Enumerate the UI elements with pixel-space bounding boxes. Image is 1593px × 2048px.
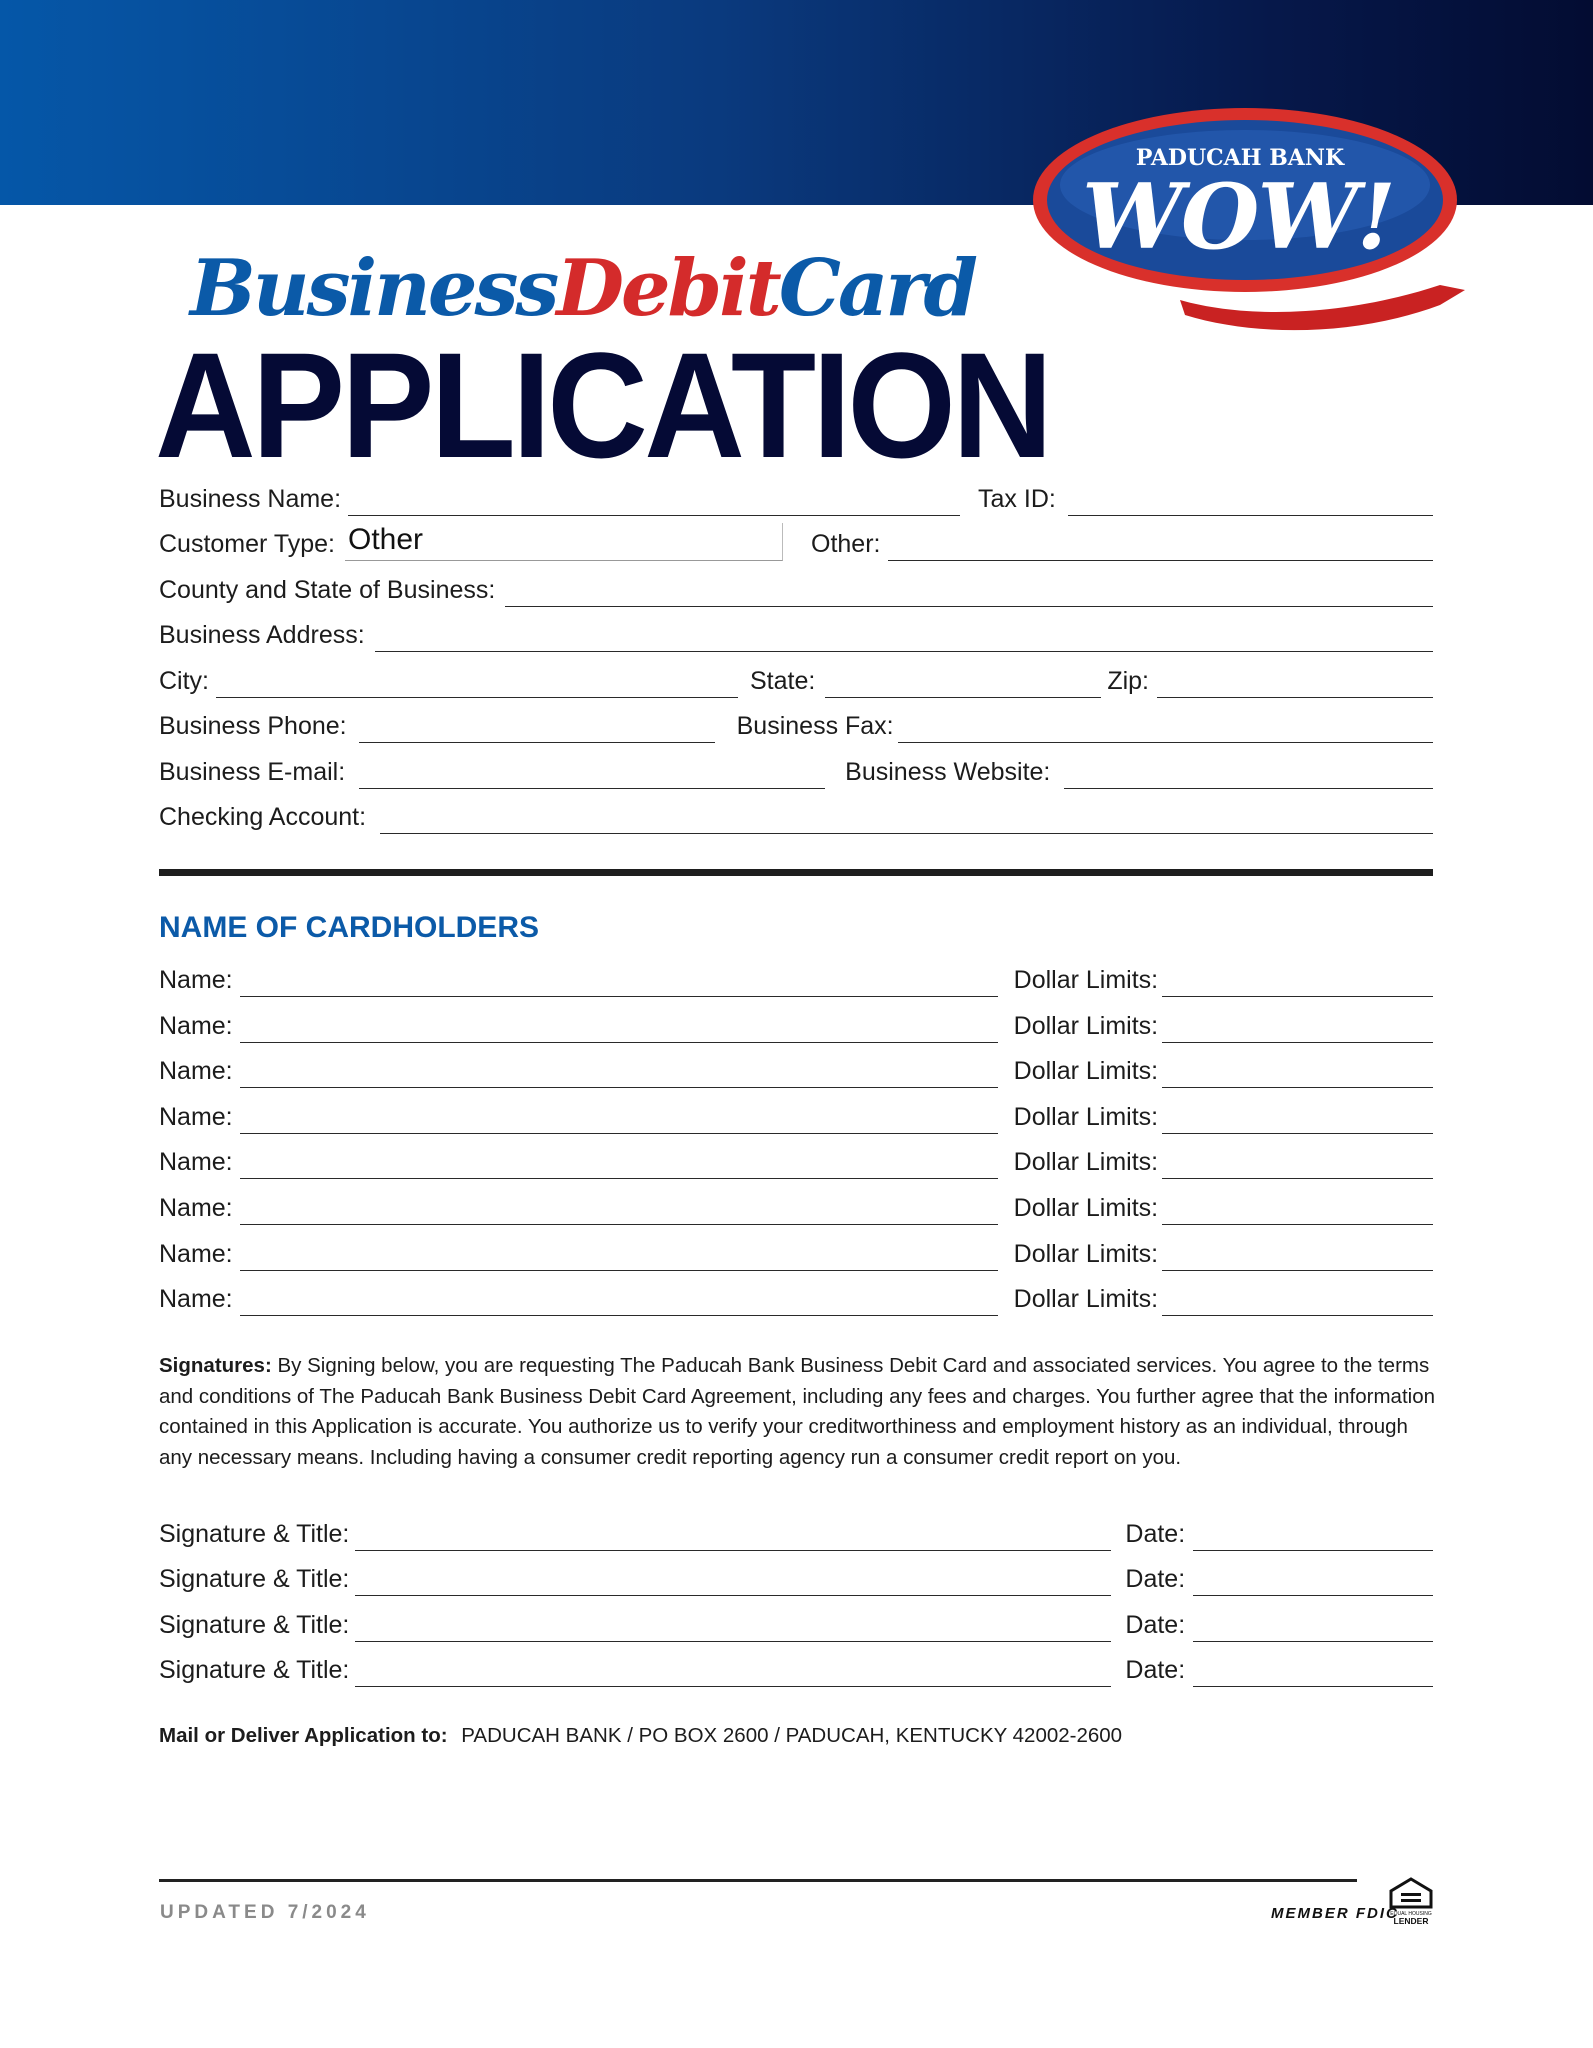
cardholder-name-field[interactable] [240,1243,998,1271]
row-checking-account [159,794,1433,834]
dollar-limits-field[interactable] [1162,1015,1433,1043]
business-website-field[interactable] [1064,761,1433,789]
date-field[interactable] [1193,1614,1433,1642]
business-website-label: Business Website: [845,758,1051,786]
member-fdic: MEMBER FDIC [1271,1905,1399,1922]
business-email-label: Business E-mail: [159,758,346,786]
cardholder-row [159,1139,1433,1179]
row-customer-type [159,521,1433,561]
cardholder-name-label: Name: [159,1239,233,1268]
business-address-label: Business Address: [159,621,365,649]
mail-label: Mail or Deliver Application to: [159,1724,448,1747]
dollar-limits-label: Dollar Limits: [1013,1057,1159,1086]
title-word-debit: Debit [556,243,779,334]
cardholder-row [159,1231,1433,1271]
cardholder-row [159,1185,1433,1225]
city-field[interactable] [216,670,738,698]
dollar-limits-label: Dollar Limits: [1013,1239,1159,1268]
signature-row [159,1511,1433,1551]
date-label: Date: [1125,1610,1186,1639]
other-field[interactable] [888,533,1434,561]
footer-rule [159,1879,1357,1882]
signature-title-label: Signature & Title: [159,1655,350,1684]
business-name-field[interactable] [348,488,960,516]
cardholder-row [159,1003,1433,1043]
cardholder-name-field[interactable] [240,1106,998,1134]
updated-date: UPDATED 7/2024 [160,1902,370,1923]
business-name-label: Business Name: [159,485,342,513]
dollar-limits-label: Dollar Limits: [1013,1148,1159,1177]
mail-address: PADUCAH BANK / PO BOX 2600 / PADUCAH, KENTUCKY 42002-2600 [461,1724,1123,1747]
customer-type-value: Other [348,523,424,556]
row-phone-fax [159,703,1433,743]
page-title: APPLICATION [155,321,1050,489]
cardholder-name-label: Name: [159,1148,233,1177]
signature-title-label: Signature & Title: [159,1565,350,1594]
cardholder-name-field[interactable] [240,1197,998,1225]
business-address-field[interactable] [375,624,1433,652]
state-label: State: [750,667,816,695]
dollar-limits-field[interactable] [1162,1197,1433,1225]
dollar-limits-field[interactable] [1162,1288,1433,1316]
zip-label: Zip: [1107,667,1150,695]
row-county-state [159,567,1433,607]
dollar-limits-field[interactable] [1162,969,1433,997]
cardholder-name-label: Name: [159,1285,233,1314]
ehl-line2: LENDER [1393,1916,1429,1926]
ehl-line1: EQUAL HOUSING [1390,1911,1432,1917]
date-label: Date: [1125,1655,1186,1684]
business-phone-field[interactable] [359,715,715,743]
business-fax-field[interactable] [898,715,1433,743]
tax-id-field[interactable] [1068,488,1433,516]
date-label: Date: [1125,1565,1186,1594]
dollar-limits-field[interactable] [1162,1151,1433,1179]
checking-account-field[interactable] [380,806,1433,834]
cardholder-name-field[interactable] [240,1015,998,1043]
section-divider [159,869,1433,876]
cardholder-row [159,1048,1433,1088]
row-email-website [159,749,1433,789]
paducah-bank-wow-logo [1020,100,1480,340]
state-field[interactable] [825,670,1101,698]
cardholder-row [159,1094,1433,1134]
row-city-state-zip [159,658,1433,698]
dollar-limits-label: Dollar Limits: [1013,966,1159,994]
date-field[interactable] [1193,1568,1433,1596]
dollar-limits-label: Dollar Limits: [1013,1102,1159,1131]
dollar-limits-field[interactable] [1162,1243,1433,1271]
logo-top-text: PADUCAH BANK [1135,145,1345,171]
signature-title-field[interactable] [355,1523,1111,1551]
county-state-field[interactable] [505,579,1433,607]
tax-id-label: Tax ID: [978,485,1056,513]
business-phone-label: Business Phone: [159,712,347,740]
signature-title-label: Signature & Title: [159,1610,350,1639]
cardholder-row [159,1276,1433,1316]
business-email-field[interactable] [359,761,825,789]
cardholder-name-label: Name: [159,966,233,994]
date-field[interactable] [1193,1523,1433,1551]
signature-title-field[interactable] [355,1659,1111,1687]
signature-row [159,1602,1433,1642]
signature-row [159,1647,1433,1687]
signature-row [159,1556,1433,1596]
row-business-name [159,476,1433,516]
cardholder-row [159,957,1433,997]
dollar-limits-field[interactable] [1162,1060,1433,1088]
dollar-limits-label: Dollar Limits: [1013,1194,1159,1222]
date-field[interactable] [1193,1659,1433,1687]
signatures-lead: Signatures: [159,1354,272,1377]
signatures-disclaimer [159,1351,1439,1473]
signature-title-field[interactable] [355,1614,1111,1642]
cardholder-name-label: Name: [159,1011,233,1040]
other-label: Other: [811,530,881,558]
checking-account-label: Checking Account: [159,803,367,831]
signature-title-label: Signature & Title: [159,1520,350,1548]
cardholder-name-field[interactable] [240,1151,998,1179]
equal-housing-lender-icon [1388,1877,1434,1927]
customer-type-select[interactable] [345,523,783,561]
zip-field[interactable] [1157,670,1433,698]
county-state-label: County and State of Business: [159,576,496,604]
mail-instructions [159,1724,1122,1748]
cardholder-name-label: Name: [159,1194,233,1222]
dollar-limits-label: Dollar Limits: [1013,1285,1159,1314]
customer-type-label: Customer Type: [159,530,336,558]
city-label: City: [159,667,209,695]
signature-title-field[interactable] [355,1568,1111,1596]
cardholders-heading: NAME OF CARDHOLDERS [159,911,539,944]
logo-main-text: WOW! [1081,164,1395,270]
dollar-limits-field[interactable] [1162,1106,1433,1134]
signatures-text: By Signing below, you are requesting The Paducah Bank Business Debit Card and associated services. You agree to the terms and conditions of The Paducah Bank Business Debit Card Agreement, including any fees and charges. You further agree that the information contained in this Application is accurate. You authorize us to verify your creditworthiness and employment history as an individual, through any necessary means. Including having a consumer credit reporting agency run a consumer credit report on you. [159,1354,1435,1469]
title-word-card: Card [778,243,976,334]
date-label: Date: [1125,1520,1186,1548]
cardholder-name-field[interactable] [240,969,998,997]
title-word-business: Business [190,243,557,334]
cardholder-name-label: Name: [159,1102,233,1131]
cardholder-name-field[interactable] [240,1060,998,1088]
row-business-address [159,612,1433,652]
business-fax-label: Business Fax: [736,712,894,740]
cardholder-name-label: Name: [159,1057,233,1086]
dollar-limits-label: Dollar Limits: [1013,1011,1159,1040]
cardholder-name-field[interactable] [240,1288,998,1316]
